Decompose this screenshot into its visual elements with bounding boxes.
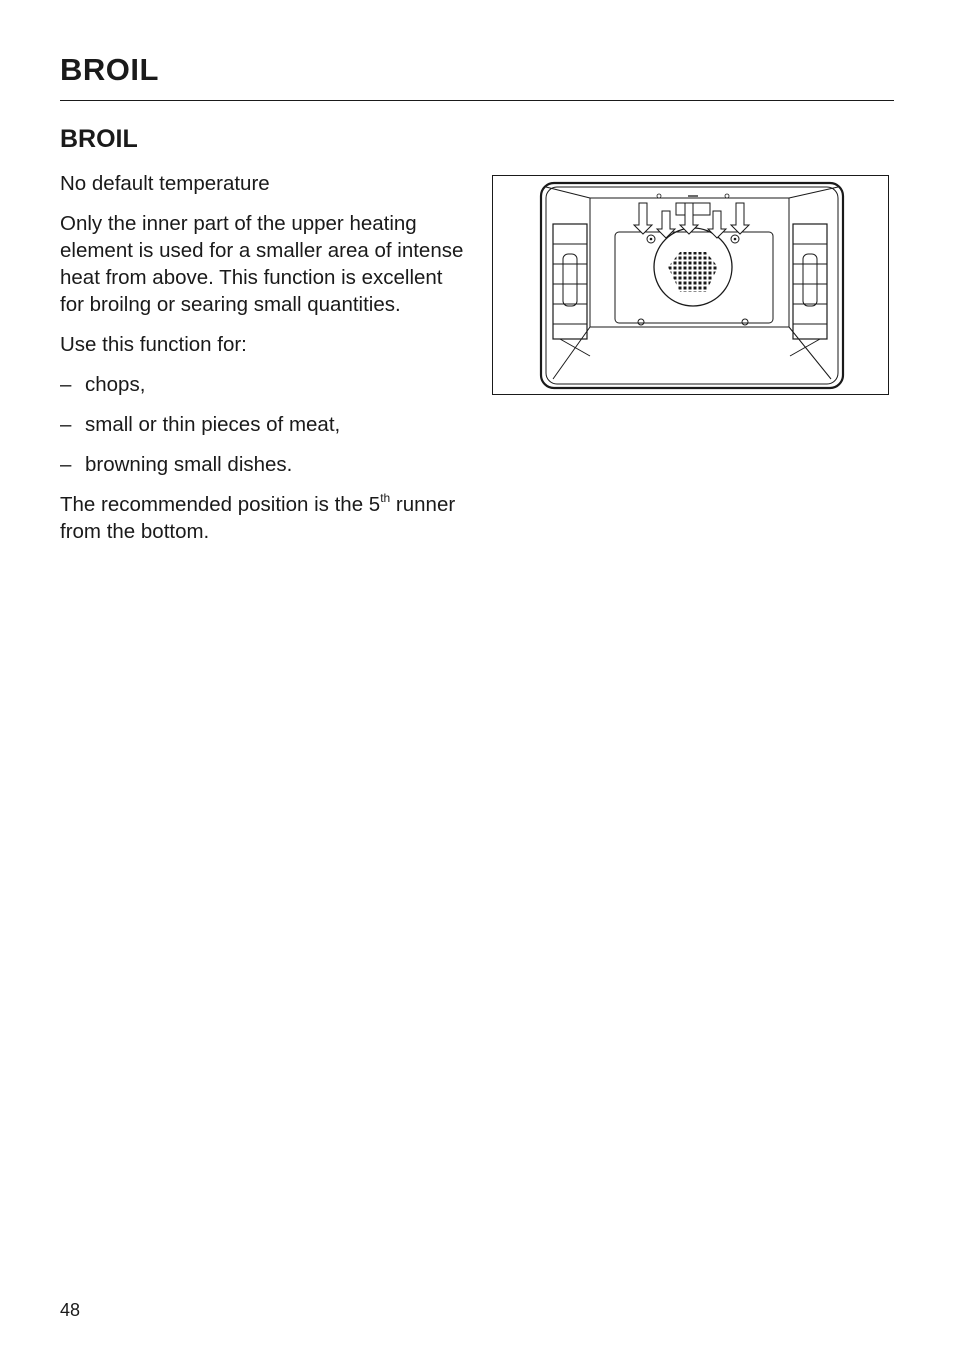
description-text: Only the inner part of the upper heating element is used for a smaller area of intense heat from above. This function is excellent for broilng or searing small quantities. xyxy=(60,212,464,316)
list-item-text: browning small dishes. xyxy=(85,453,293,476)
section-title: BROIL xyxy=(60,125,138,153)
page-title: BROIL xyxy=(60,52,159,87)
recommendation-end: runner from the bottom. xyxy=(60,493,456,543)
page-number: 48 xyxy=(60,1300,81,1320)
default-temperature-text: No default temperature xyxy=(60,172,270,195)
list-item xyxy=(60,411,470,438)
fan-grille xyxy=(668,252,718,292)
dash-marker: – xyxy=(60,413,72,436)
ordinal-suffix: th xyxy=(380,491,391,505)
list-item-text: small or thin pieces of meat, xyxy=(85,413,341,436)
dash-marker: – xyxy=(60,453,72,476)
list-item xyxy=(60,371,470,398)
recommendation-text xyxy=(60,491,470,545)
body-text xyxy=(60,170,470,558)
oven-illustration xyxy=(492,175,889,395)
heat-arrows xyxy=(634,203,749,238)
list-item xyxy=(60,451,470,478)
dash-marker: – xyxy=(60,373,72,396)
uses-list xyxy=(60,371,470,478)
recommendation-start: The recommended position is the 5 xyxy=(60,493,381,516)
list-item-text: chops, xyxy=(85,373,146,396)
use-intro-text: Use this function for: xyxy=(60,333,247,356)
oven-interior-broil-illustration xyxy=(493,176,887,393)
header-divider xyxy=(60,100,894,101)
